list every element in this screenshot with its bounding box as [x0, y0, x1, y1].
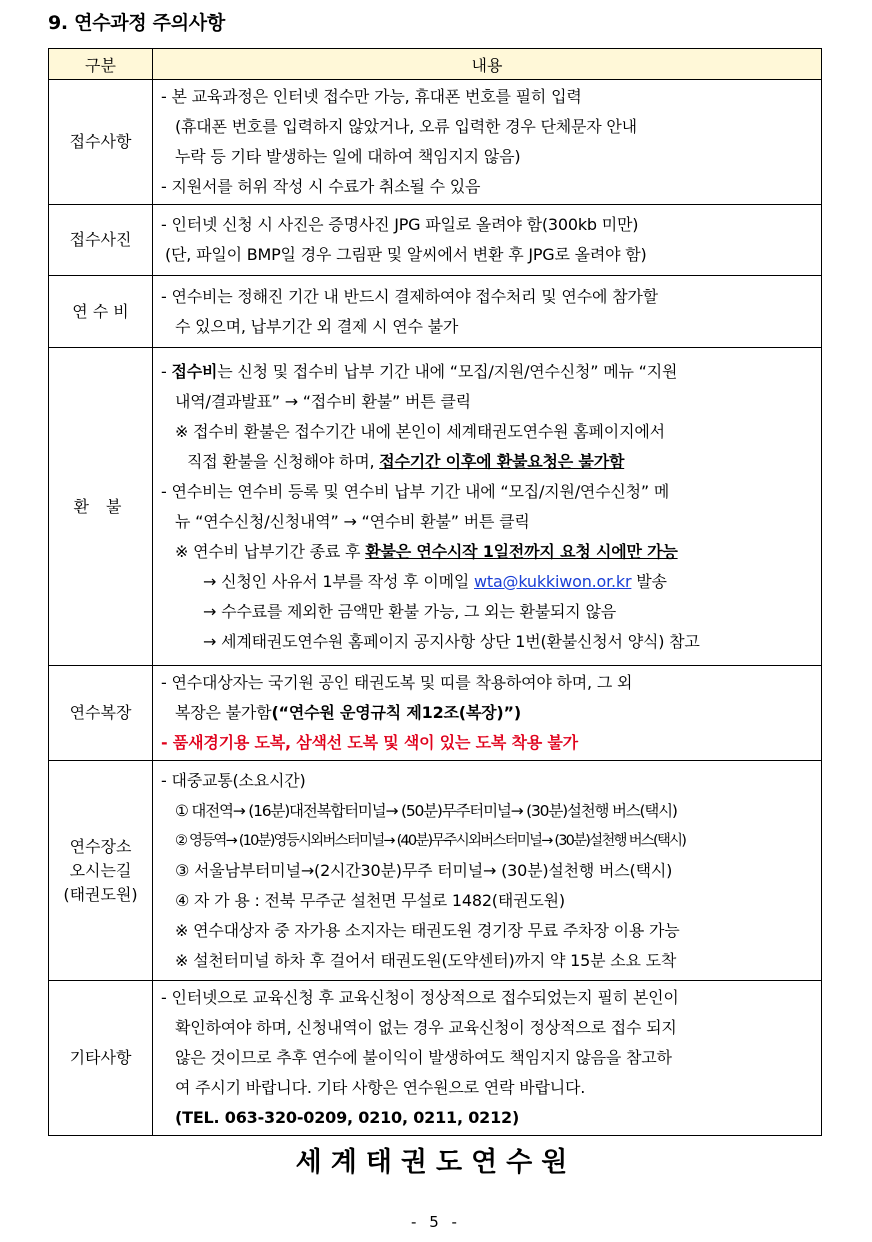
refund-line: [161, 537, 815, 567]
row-content-other: [153, 981, 822, 1136]
row-label-refund: 환 불: [73, 496, 128, 516]
uniform-warning: - 품새경기용 도복, 삼색선 도복 및 색이 있는 도복 착용 불가: [161, 733, 578, 752]
row-content-uniform: [153, 666, 822, 761]
location-line: ① 대전역→ (16분)대전복합터미널→ (50분)무주터미널→ (30분)설천행 버스(택시): [175, 801, 677, 820]
row-fee: [49, 276, 822, 348]
photo-line: - 인터넷 신청 시 사진은 증명사진 JPG 파일로 올려야 함(300kb 미만): [161, 215, 639, 234]
row-label-other: 기타사항: [49, 981, 153, 1136]
row-label-fee: 연 수 비: [49, 276, 153, 348]
email-link[interactable]: wta@kukkiwon.or.kr: [473, 571, 632, 591]
uniform-rule-ref: (“연수원 운영규칙 제12조(복장)”): [271, 703, 521, 722]
refund-text: → 신청인 사유서 1부를 작성 후 이메일: [203, 571, 474, 591]
location-label-line: 연수장소: [69, 836, 132, 856]
footer-title: 세계태권도연수원: [295, 1147, 577, 1178]
location-line: ※ 연수대상자 중 자가용 소지자는 태권도원 경기장 무료 주차장 이용 가능: [175, 920, 680, 940]
row-photo: [49, 205, 822, 276]
fee-line: - 연수비는 정해진 기간 내 반드시 결제하여야 접수처리 및 연수에 참가할: [161, 286, 658, 306]
location-line: - 대중교통(소요시간): [161, 770, 306, 790]
row-content-fee: [153, 276, 822, 348]
uniform-line: - 연수대상자는 국기원 공인 태권도복 및 띠를 착용하여야 하며, 그 외: [161, 673, 633, 692]
other-line: - 인터넷으로 교육신청 후 교육신청이 정상적으로 접수되었는지 필히 본인이: [161, 988, 679, 1007]
uniform-line: [161, 698, 815, 728]
row-label-photo: 접수사진: [49, 205, 153, 276]
refund-line: 뉴 “연수신청/신청내역” → “연수비 환불” 버튼 클릭: [175, 511, 530, 531]
reception-line: 누락 등 기타 발생하는 일에 대하여 책임지지 않음): [175, 147, 521, 166]
other-line: 확인하여야 하며, 신청내역이 없는 경우 교육신청이 정상적으로 접수 되지: [175, 1018, 677, 1037]
row-label-reception: 접수사항: [49, 80, 153, 205]
contact-phone: (TEL. 063-320-0209, 0210, 0211, 0212): [175, 1108, 520, 1127]
refund-line: → 세계태권도연수원 홈페이지 공지사항 상단 1번(환불신청서 양식) 참고: [203, 631, 700, 651]
location-label-line: (태권도원): [63, 884, 138, 904]
refund-line: [161, 357, 815, 387]
refund-text: 직접 환불을 신청해야 하며,: [187, 451, 380, 471]
row-reception: [49, 80, 822, 205]
table-header-row: [49, 49, 822, 80]
refund-dash: -: [161, 361, 172, 381]
reception-line: - 본 교육과정은 인터넷 접수만 가능, 휴대폰 번호를 필히 입력: [161, 87, 582, 106]
other-line: 여 주시기 바랍니다. 기타 사항은 연수원으로 연락 바랍니다.: [175, 1078, 586, 1097]
row-label-location: [49, 761, 153, 981]
refund-bold-term: 접수비: [171, 361, 218, 381]
row-uniform: [49, 666, 822, 761]
section-title: 9. 연수과정 주의사항: [48, 12, 225, 34]
notice-table: [48, 48, 822, 1136]
refund-line: [161, 567, 815, 597]
photo-line: (단, 파일이 BMP일 경우 그림판 및 알씨에서 변환 후 JPG로 올려야 함): [165, 245, 647, 264]
page-number: - 5 -: [411, 1213, 461, 1231]
other-line: 않은 것이므로 추후 연수에 불이익이 발생하여도 책임지지 않음을 참고하: [175, 1048, 672, 1067]
row-label-refund-cell: [49, 348, 153, 666]
refund-line: → 수수료를 제외한 금액만 환불 가능, 그 외는 환불되지 않음: [203, 601, 616, 621]
header-category: 구분: [49, 49, 153, 80]
refund-line: 내역/결과발표” → “접수비 환불” 버튼 클릭: [175, 391, 471, 411]
header-content: 내용: [153, 49, 822, 80]
row-other: [49, 981, 822, 1136]
location-line: ② 영등역→ (10분)영등시외버스터미널→ (40분)무주시외버스터미널→ (30분)설천행 버스(택시): [175, 832, 686, 849]
refund-text: 발송: [631, 571, 667, 591]
refund-text: 는 신청 및 접수비 납부 기간 내에 “모집/지원/연수신청” 메뉴 “지원: [217, 361, 678, 381]
fee-line: 수 있으며, 납부기간 외 결제 시 연수 불가: [175, 316, 459, 336]
location-line: ※ 설천터미널 하차 후 걸어서 태권도원(도약센터)까지 약 15분 소요 도착: [175, 950, 677, 970]
refund-line: [161, 447, 815, 477]
row-location: [49, 761, 822, 981]
row-content-location: [153, 761, 822, 981]
location-line: ③ 서울남부터미널→(2시간30분)무주 터미널→ (30분)설천행 버스(택시): [175, 860, 673, 880]
refund-text: ※ 연수비 납부기간 종료 후: [175, 541, 366, 561]
row-label-uniform: 연수복장: [49, 666, 153, 761]
location-label-line: 오시는길: [69, 860, 132, 880]
reception-line: - 지원서를 허위 작성 시 수료가 취소될 수 있음: [161, 177, 481, 196]
location-line: ④ 자 가 용 : 전북 무주군 설천면 무설로 1482(태권도원): [175, 890, 565, 910]
row-content-reception: [153, 80, 822, 205]
uniform-text: 복장은 불가함: [175, 703, 272, 722]
row-refund: [49, 348, 822, 666]
refund-warning: 환불은 연수시작 1일전까지 요청 시에만 가능: [365, 541, 678, 561]
reception-line: (휴대폰 번호를 입력하지 않았거나, 오류 입력한 경우 단체문자 안내: [175, 117, 637, 136]
refund-line: ※ 접수비 환불은 접수기간 내에 본인이 세계태권도연수원 홈페이지에서: [175, 421, 665, 441]
row-content-refund: [153, 348, 822, 666]
row-content-photo: [153, 205, 822, 276]
refund-line: - 연수비는 연수비 등록 및 연수비 납부 기간 내에 “모집/지원/연수신청” 메: [161, 481, 670, 501]
refund-warning: 접수기간 이후에 환불요청은 불가함: [379, 451, 625, 471]
